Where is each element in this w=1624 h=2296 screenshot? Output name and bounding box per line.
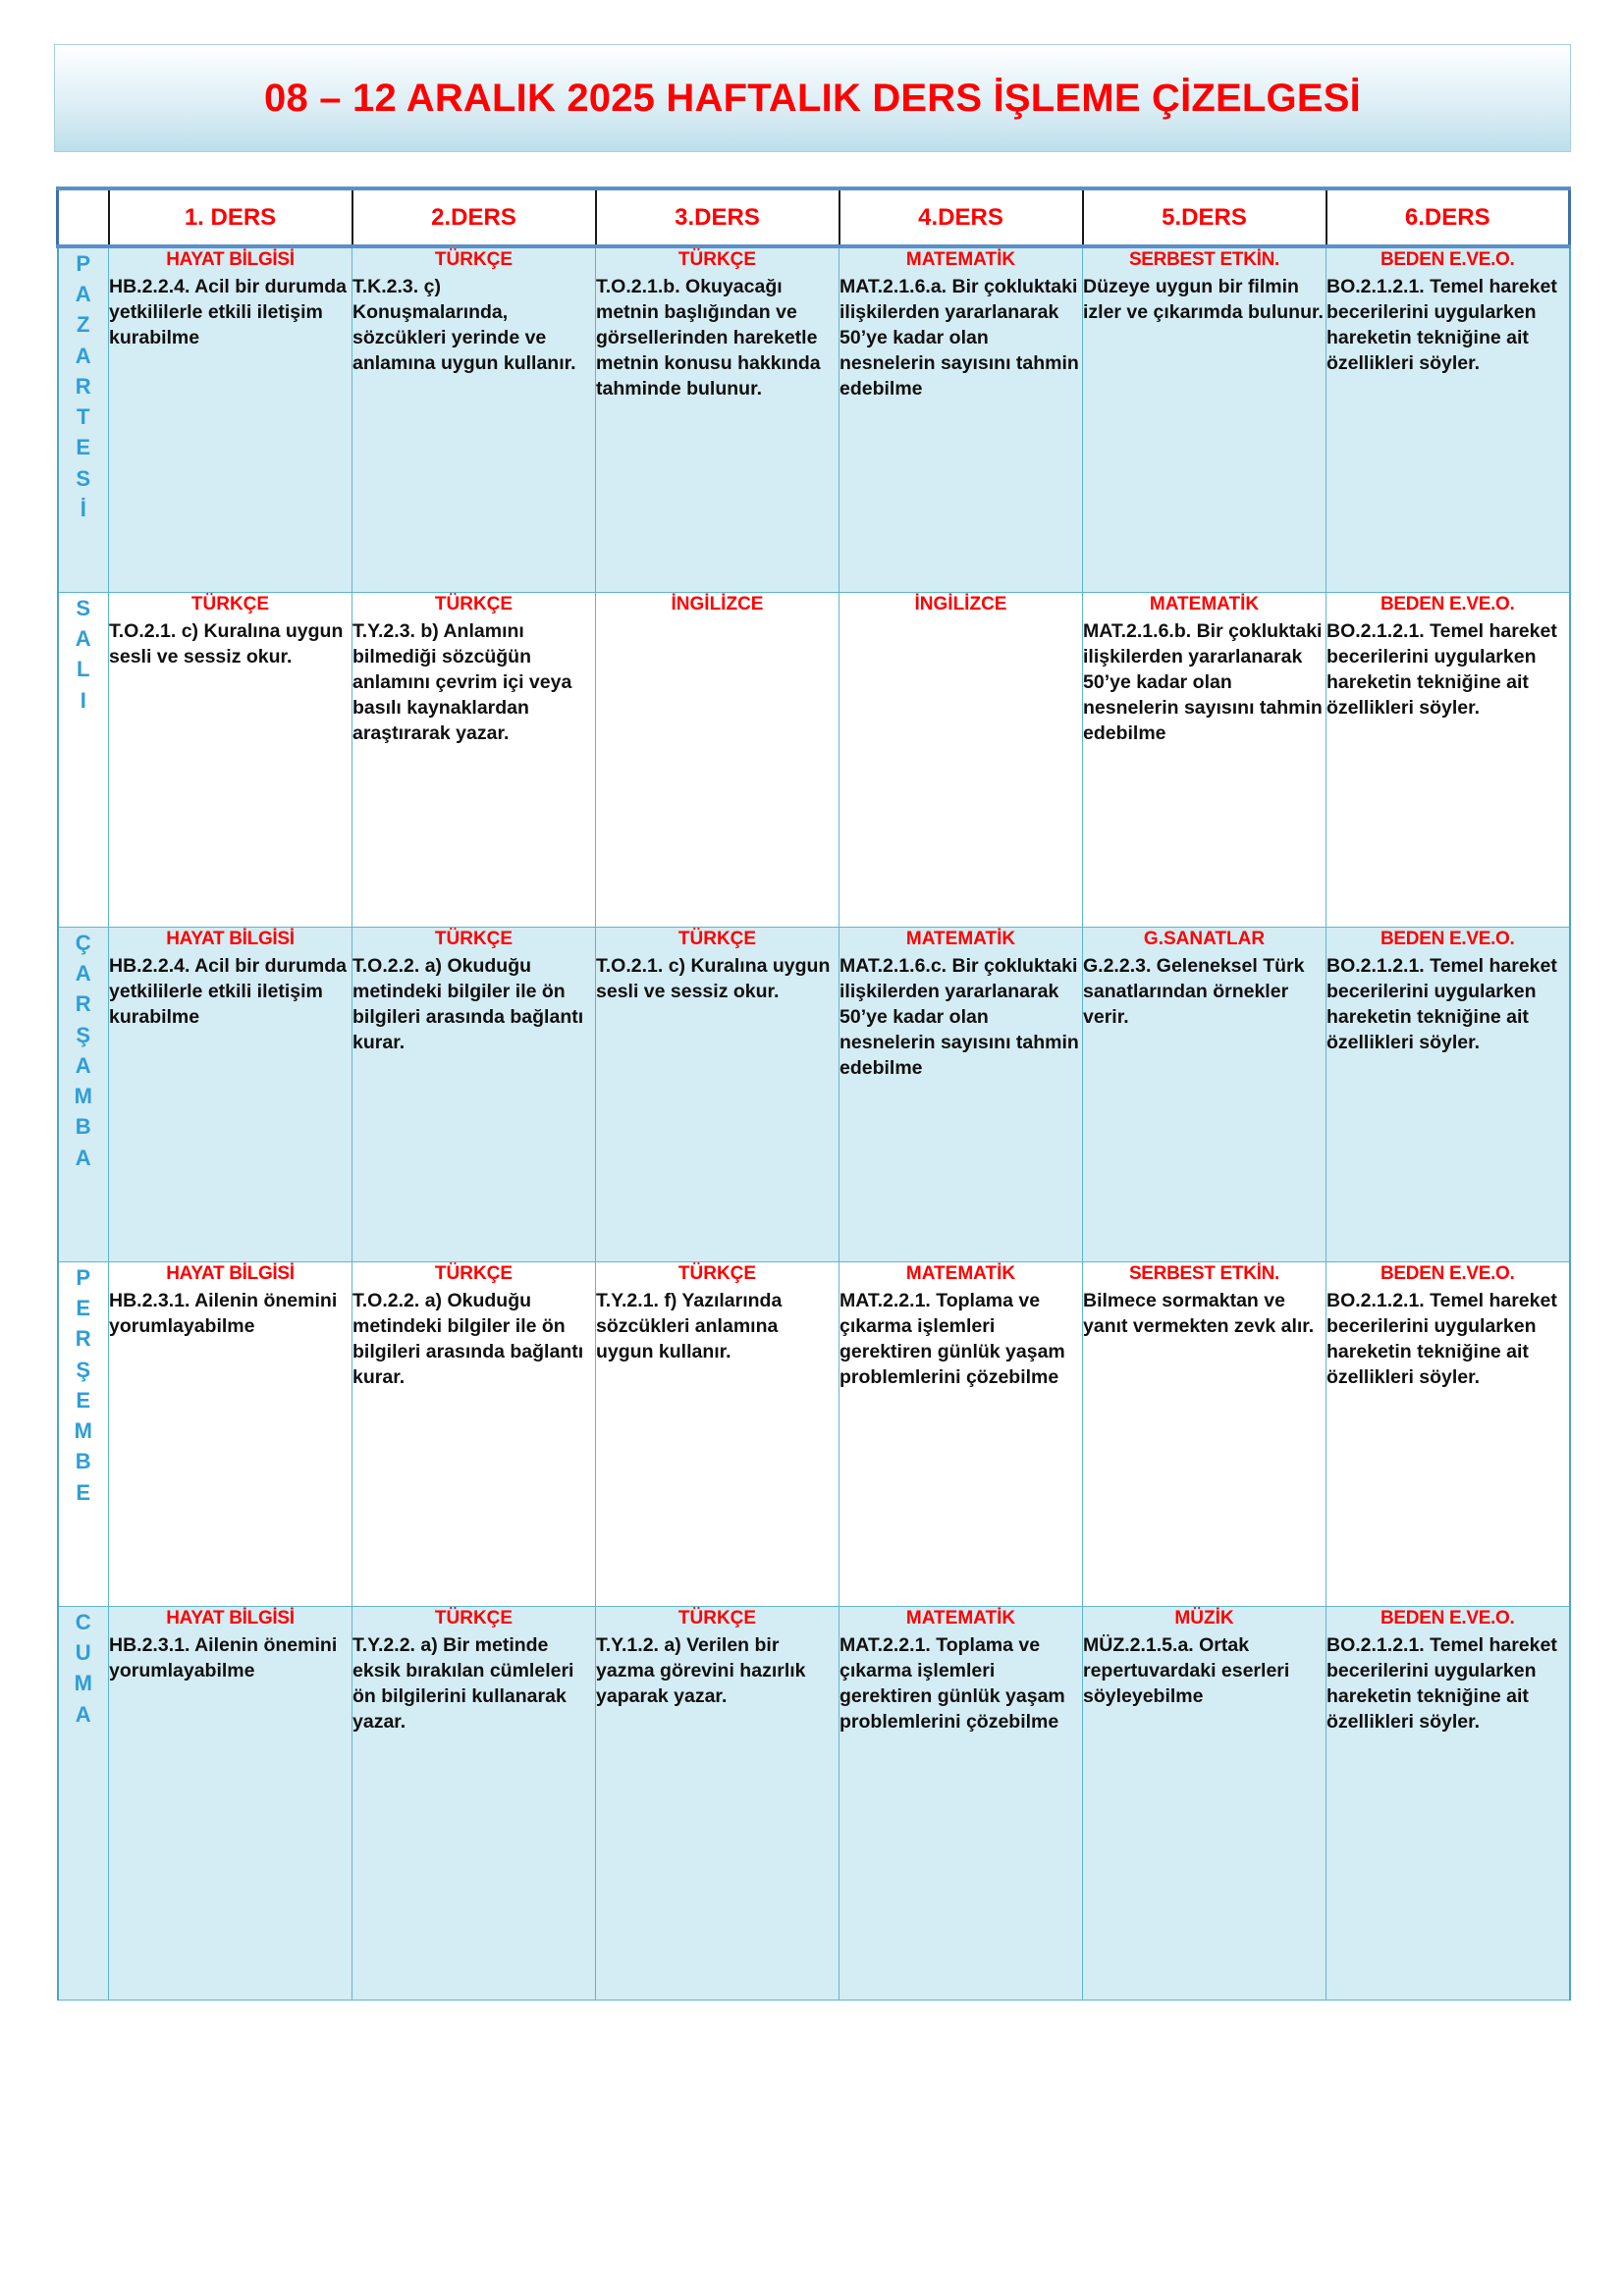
lesson-cell[interactable] — [839, 1262, 1083, 1607]
lesson-objective: T.K.2.3. ç) Konuşmalarında, sözcükleri yerinde ve anlamına uygun kullanır. — [352, 275, 576, 375]
day-label-letter: A — [75, 1701, 91, 1727]
column-header-label: 5.DERS — [1162, 203, 1247, 231]
lesson-objective: BO.2.1.2.1. Temel hareket becerilerini uygularken hareketin tekniğine ait özellikleri söyler. — [1326, 275, 1557, 375]
day-label-letter: Ş — [76, 1357, 91, 1382]
lesson-objective: MAT.2.1.6.b. Bir çokluktaki ilişkilerden yararlanarak 50’ye kadar olan nesnelerin sayısını tahmin edebilme — [1083, 619, 1323, 745]
lesson-subject: BEDEN E.VE.O. — [1380, 249, 1515, 270]
column-header-label: 1. DERS — [184, 203, 277, 231]
lesson-subject: MATEMATİK — [905, 249, 1016, 270]
lesson-subject: TÜRKÇE — [677, 929, 757, 949]
day-label-çarşamba — [59, 928, 109, 1173]
day-label-letter: B — [75, 1449, 91, 1474]
day-label-letter: P — [76, 1265, 91, 1290]
lesson-objective: BO.2.1.2.1. Temel hareket becerilerini uygularken hareketin tekniğine ait özellikleri söyler. — [1326, 1633, 1557, 1734]
lesson-subject: TÜRKÇE — [434, 249, 514, 270]
lesson-subject: BEDEN E.VE.O. — [1380, 594, 1515, 614]
lesson-objective: T.O.2.2. a) Okuduğu metindeki bilgiler ile ön bilgileri arasında bağlantı kurar. — [352, 954, 584, 1054]
day-label-letter: E — [76, 1479, 91, 1505]
lesson-objective: BO.2.1.2.1. Temel hareket becerilerini uygularken hareketin tekniğine ait özellikleri söyler. — [1326, 1289, 1557, 1389]
lesson-subject: TÜRKÇE — [434, 594, 514, 614]
column-header-label: 2.DERS — [431, 203, 516, 231]
day-label-letter: A — [75, 1145, 91, 1170]
column-header-label: 4.DERS — [918, 203, 1003, 231]
lesson-subject: HAYAT BİLGİSİ — [166, 929, 295, 949]
lesson-subject: TÜRKÇE — [434, 1263, 514, 1284]
lesson-subject: TÜRKÇE — [677, 1263, 757, 1284]
column-header-lesson-3 — [596, 188, 839, 246]
lesson-cell[interactable] — [839, 1607, 1083, 2001]
day-label-letter: R — [75, 373, 91, 399]
day-label-letter: L — [77, 657, 90, 682]
day-label-letter: I — [80, 687, 86, 713]
day-label-letter: M — [74, 1418, 92, 1444]
lesson-cell[interactable] — [109, 1262, 352, 1607]
lesson-cell[interactable] — [839, 246, 1083, 593]
lesson-subject: SERBEST ETKİN. — [1128, 249, 1280, 270]
lesson-subject: HAYAT BİLGİSİ — [166, 1263, 295, 1284]
lesson-objective: HB.2.3.1. Ailenin önemini yorumlayabilme — [109, 1633, 338, 1682]
day-label-letter: E — [76, 1296, 91, 1321]
lesson-cell[interactable] — [1326, 1262, 1570, 1607]
lesson-subject: İNGİLİZCE — [671, 594, 764, 614]
lesson-cell[interactable] — [1326, 246, 1570, 593]
lesson-cell[interactable] — [596, 246, 839, 593]
lesson-cell[interactable] — [109, 928, 352, 1262]
lesson-cell[interactable] — [839, 593, 1083, 928]
lesson-objective: HB.2.3.1. Ailenin önemini yorumlayabilme — [109, 1289, 338, 1337]
lesson-objective: G.2.2.3. Geleneksel Türk sanatlarından örnekler verir. — [1083, 954, 1305, 1028]
schedule-row-perşembe — [58, 1262, 1570, 1607]
day-label-letter: E — [76, 435, 91, 460]
schedule-row-çarşamba — [58, 928, 1570, 1262]
lesson-cell[interactable] — [1326, 928, 1570, 1262]
lesson-objective: T.O.2.1. c) Kuralına uygun sesli ve sessiz okur. — [596, 954, 831, 1002]
day-label-cell — [58, 1262, 109, 1607]
day-label-letter: Ş — [76, 1022, 91, 1047]
weekly-schedule-table — [56, 187, 1571, 2001]
lesson-objective: BO.2.1.2.1. Temel hareket becerilerini uygularken hareketin tekniğine ait özellikleri söyler. — [1326, 619, 1557, 720]
lesson-objective: T.O.2.1.b. Okuyacağı metnin başlığından ve görsellerinden hareketle metnin konusu hakkında tahminde bulunur. — [596, 275, 821, 400]
lesson-subject: TÜRKÇE — [677, 249, 757, 270]
day-label-letter: P — [76, 251, 91, 276]
lesson-objective: T.O.2.1. c) Kuralına uygun sesli ve sessiz okur. — [109, 619, 344, 667]
lesson-cell[interactable] — [1083, 1262, 1326, 1607]
lesson-subject: TÜRKÇE — [190, 594, 270, 614]
lesson-objective: T.Y.2.3. b) Anlamını bilmediği sözcüğün anlamını çevrim içi veya basılı kaynaklardan araştırarak yazar. — [352, 619, 572, 745]
lesson-cell[interactable] — [596, 1262, 839, 1607]
page-title: 08 – 12 ARALIK 2025 HAFTALIK DERS İŞLEME ÇİZELGESİ — [264, 76, 1361, 120]
lesson-objective: Bilmece sormaktan ve yanıt vermekten zevk alır. — [1083, 1289, 1315, 1337]
day-label-letter: A — [75, 282, 91, 307]
column-header-lesson-6 — [1326, 188, 1570, 246]
lesson-cell[interactable] — [352, 1607, 596, 2001]
lesson-objective — [596, 618, 839, 628]
lesson-objective: MAT.2.1.6.c. Bir çokluktaki ilişkilerden yararlanarak 50’ye kadar olan nesnelerin sayısını tahmin edebilme — [839, 954, 1079, 1080]
day-label-cell — [58, 1607, 109, 2001]
day-label-letter: M — [74, 1671, 92, 1696]
day-label-letter: E — [76, 1387, 91, 1413]
lesson-subject: TÜRKÇE — [677, 1608, 757, 1629]
schedule-table-wrapper — [56, 187, 1571, 2001]
lesson-objective: BO.2.1.2.1. Temel hareket becerilerini uygularken hareketin tekniğine ait özellikleri söyler. — [1326, 954, 1557, 1054]
schedule-row-sali — [58, 593, 1570, 928]
lesson-subject: TÜRKÇE — [434, 929, 514, 949]
day-label-letter: R — [75, 1326, 91, 1352]
lesson-subject: HAYAT BİLGİSİ — [166, 1608, 295, 1629]
lesson-subject: İNGİLİZCE — [914, 594, 1007, 614]
schedule-row-pazartesi̇ — [58, 246, 1570, 593]
column-header-lesson-1 — [109, 188, 352, 246]
lesson-cell[interactable] — [839, 928, 1083, 1262]
column-header-lesson-2 — [352, 188, 596, 246]
column-header-label: 3.DERS — [675, 203, 760, 231]
lesson-subject: SERBEST ETKİN. — [1128, 1263, 1280, 1284]
lesson-cell[interactable] — [352, 1262, 596, 1607]
lesson-subject: MATEMATİK — [1149, 594, 1260, 614]
day-label-cell — [58, 593, 109, 928]
lesson-subject: MATEMATİK — [905, 1263, 1016, 1284]
lesson-cell[interactable] — [109, 246, 352, 593]
lesson-cell[interactable] — [1083, 246, 1326, 593]
lesson-cell[interactable] — [1326, 593, 1570, 928]
day-label-letter: R — [75, 991, 91, 1017]
day-label-letter: A — [75, 961, 91, 987]
lesson-subject: BEDEN E.VE.O. — [1380, 929, 1515, 949]
lesson-objective: T.Y.2.1. f) Yazılarında sözcükleri anlamına uygun kullanır. — [596, 1289, 783, 1362]
day-label-letter: Ç — [75, 931, 91, 955]
lesson-subject: HAYAT BİLGİSİ — [166, 249, 295, 270]
lesson-objective: MAT.2.2.1. Toplama ve çıkarma işlemleri gerektiren günlük yaşam problemlerini çözebilme — [839, 1633, 1065, 1734]
lesson-objective — [839, 618, 1082, 628]
lesson-objective: HB.2.2.4. Acil bir durumda yetkililerle etkili iletişim kurabilme — [109, 275, 347, 348]
lesson-cell[interactable] — [596, 1607, 839, 2001]
lesson-objective: T.Y.1.2. a) Verilen bir yazma görevini hazırlık yaparak yazar. — [596, 1633, 806, 1707]
day-label-letter: İ — [80, 496, 86, 521]
lesson-subject: MATEMATİK — [905, 1608, 1016, 1629]
day-label-cuma — [59, 1607, 109, 1730]
day-label-letter: M — [74, 1084, 92, 1109]
lesson-subject: BEDEN E.VE.O. — [1380, 1263, 1515, 1284]
day-label-letter: A — [75, 1052, 91, 1078]
lesson-subject: TÜRKÇE — [434, 1608, 514, 1629]
column-header-lesson-4 — [839, 188, 1083, 246]
column-header-lesson-5 — [1083, 188, 1326, 246]
table-header-row — [58, 188, 1570, 246]
lesson-objective: MAT.2.1.6.a. Bir çokluktaki ilişkilerden yararlanarak 50’ye kadar olan nesnelerin sayısını tahmin edebilme — [839, 275, 1079, 400]
lesson-cell[interactable] — [596, 928, 839, 1262]
lesson-subject: G.SANATLAR — [1143, 929, 1266, 949]
day-label-letter: S — [76, 465, 91, 491]
lesson-cell[interactable] — [109, 1607, 352, 2001]
schedule-row-cuma — [58, 1607, 1570, 2001]
day-label-sali — [59, 593, 109, 716]
lesson-objective: MAT.2.2.1. Toplama ve çıkarma işlemleri gerektiren günlük yaşam problemlerini çözebilme — [839, 1289, 1065, 1389]
lesson-subject: MÜZİK — [1174, 1608, 1234, 1629]
day-label-letter: U — [75, 1640, 91, 1666]
lesson-cell[interactable] — [596, 593, 839, 928]
day-label-cell — [58, 246, 109, 593]
lesson-objective: T.O.2.2. a) Okuduğu metindeki bilgiler ile ön bilgileri arasında bağlantı kurar. — [352, 1289, 584, 1389]
title-banner — [54, 44, 1571, 152]
day-label-letter: C — [75, 1610, 91, 1634]
header-corner-cell — [58, 188, 109, 246]
lesson-cell[interactable] — [352, 593, 596, 928]
lesson-subject: BEDEN E.VE.O. — [1380, 1608, 1515, 1629]
day-label-letter: Z — [77, 312, 90, 338]
day-label-letter: T — [77, 404, 90, 430]
lesson-subject: MATEMATİK — [905, 929, 1016, 949]
lesson-objective: HB.2.2.4. Acil bir durumda yetkililerle etkili iletişim kurabilme — [109, 954, 347, 1028]
day-label-letter: A — [75, 343, 91, 368]
day-label-perşembe — [59, 1262, 109, 1508]
day-label-letter: S — [76, 596, 91, 620]
lesson-cell[interactable] — [109, 593, 352, 928]
day-label-letter: A — [75, 626, 91, 652]
lesson-cell[interactable] — [1326, 1607, 1570, 2001]
day-label-pazartesi̇ — [59, 248, 109, 524]
day-label-cell — [58, 928, 109, 1262]
lesson-cell[interactable] — [352, 246, 596, 593]
column-header-label: 6.DERS — [1404, 203, 1490, 231]
lesson-cell[interactable] — [1083, 593, 1326, 928]
lesson-objective: T.Y.2.2. a) Bir metinde eksik bırakılan cümleleri ön bilgilerini kullanarak yazar. — [352, 1633, 574, 1734]
lesson-cell[interactable] — [1083, 1607, 1326, 2001]
lesson-objective: MÜZ.2.1.5.a. Ortak repertuvardaki eserleri söyleyebilme — [1083, 1633, 1290, 1707]
lesson-objective: Düzeye uygun bir filmin izler ve çıkarımda bulunur. — [1083, 275, 1324, 323]
lesson-cell[interactable] — [1083, 928, 1326, 1262]
lesson-cell[interactable] — [352, 928, 596, 1262]
day-label-letter: B — [75, 1114, 91, 1140]
